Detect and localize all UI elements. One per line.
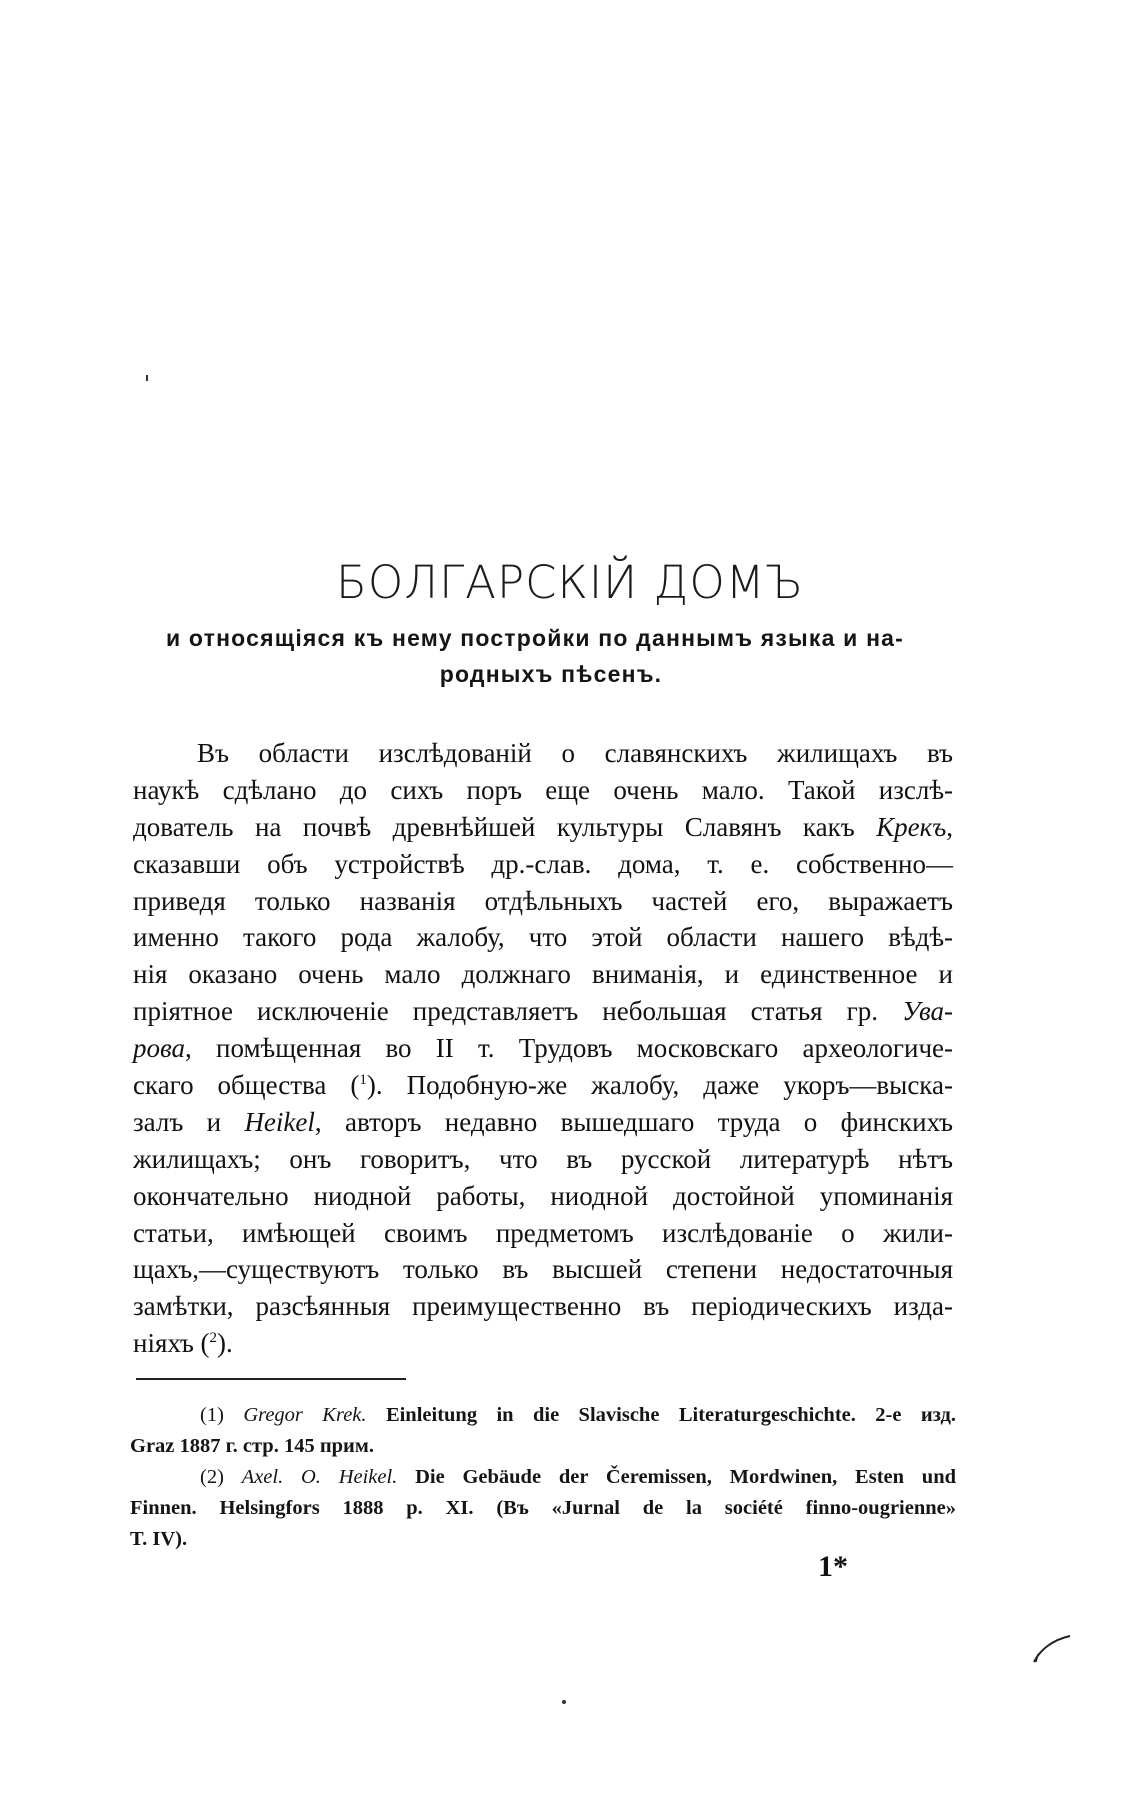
body-line — [133, 1104, 953, 1141]
body-text-segment: , авторъ недавно вышедшаго труда о финскихъ — [314, 1106, 953, 1137]
body-line — [133, 1325, 953, 1362]
pencil-mark-icon — [1030, 1632, 1074, 1666]
body-text-segment: пріятное исключеніе представляетъ небольшая статья гр. — [133, 996, 903, 1027]
footnote-marker: (1) — [200, 1404, 224, 1426]
body-text-segment: , — [946, 811, 953, 842]
body-text-segment: ). Подобную-же жалобу, даже укоръ—выска- — [366, 1070, 953, 1101]
author-name: рова — [133, 1033, 186, 1064]
body-line: нія оказано очень мало должнаго вниманія, и единственное и — [133, 959, 953, 990]
body-line — [133, 1030, 953, 1067]
body-line — [133, 993, 953, 1030]
chapter-subtitle — [166, 620, 936, 692]
footnote-author: Axel. O. Heikel. — [241, 1466, 398, 1488]
body-line: приведя только названія отдѣльныхъ частей его, выражаетъ — [133, 885, 953, 916]
footnote-ref: 2 — [209, 1330, 218, 1347]
footnote-2-continuation: T. IV). — [130, 1528, 188, 1550]
body-line: наукѣ сдѣлано до сихъ поръ еще очень мало. Такой изслѣ- — [133, 774, 953, 805]
body-text-segment: дователь на почвѣ древнѣйшей культуры Славянъ какъ — [133, 811, 877, 842]
body-text-segment: ). — [217, 1328, 233, 1359]
scan-speck — [146, 375, 148, 381]
footnote-ref: 1 — [359, 1072, 367, 1089]
footnote-text: Die Gebäude der Čeremissen, Mordwinen, Esten und — [415, 1466, 957, 1488]
body-text-segment: залъ и — [133, 1106, 245, 1137]
body-paragraph — [133, 735, 953, 1362]
body-text-segment: , помѣщенная во II т. Трудовъ московскаго археологиче- — [185, 1033, 953, 1064]
subtitle-line-1: и относящіяся къ нему постройки по даннымъ языка и на- — [166, 625, 905, 651]
body-line: щахъ,—существуютъ только въ высшей степени недостаточныя — [133, 1254, 953, 1285]
page-number: 1* — [818, 1550, 848, 1583]
footnote-2-continuation: Finnen. Helsingfors 1888 p. XI. (Въ «Jurnal de la société finno-ougrienne» — [130, 1497, 956, 1519]
body-line: сказавши объ устройствѣ др.-слав. дома, т. е. собственно— — [133, 848, 953, 879]
body-line: окончательно ниодной работы, ниодной достойной упоминанія — [133, 1180, 953, 1211]
body-line — [133, 809, 953, 846]
footnote-1-continuation: Graz 1887 г. стр. 145 прим. — [130, 1435, 374, 1457]
footnotes — [130, 1400, 956, 1555]
footnote-text: Einleitung in die Slavische Literaturgeschichte. 2-е изд. — [385, 1404, 957, 1426]
body-line: статьи, имѣющей своимъ предметомъ изслѣдованіе о жили- — [133, 1217, 953, 1248]
body-line — [133, 1067, 953, 1104]
body-line: Въ области изслѣдованій о славянскихъ жилищахъ въ — [197, 738, 953, 768]
subtitle-line-2: родныхъ пѣсенъ. — [439, 661, 663, 687]
footnote-2 — [130, 1462, 956, 1493]
body-line: замѣтки, разсѣянныя преимущественно въ періодическихъ изда- — [133, 1291, 953, 1322]
body-text-segment: ніяхъ ( — [133, 1328, 210, 1359]
author-name: Heikel — [244, 1106, 315, 1137]
body-line: жилищахъ; онъ говоритъ, что въ русской литературѣ нѣтъ — [133, 1143, 953, 1174]
footnote-author: Gregor Krek. — [243, 1404, 367, 1426]
scan-speck — [562, 1700, 566, 1704]
author-name: Ува- — [902, 996, 953, 1027]
body-line: именно такого рода жалобу, что этой области нашего вѣдѣ- — [133, 922, 953, 953]
footnote-divider — [136, 1378, 406, 1380]
footnote-1 — [130, 1400, 956, 1431]
chapter-title: БОЛГАРСКІЙ ДОМЪ — [335, 556, 805, 609]
footnote-marker: (2) — [200, 1466, 224, 1488]
author-name: Крекъ — [876, 811, 947, 842]
body-text-segment: скаго общества ( — [133, 1070, 360, 1101]
